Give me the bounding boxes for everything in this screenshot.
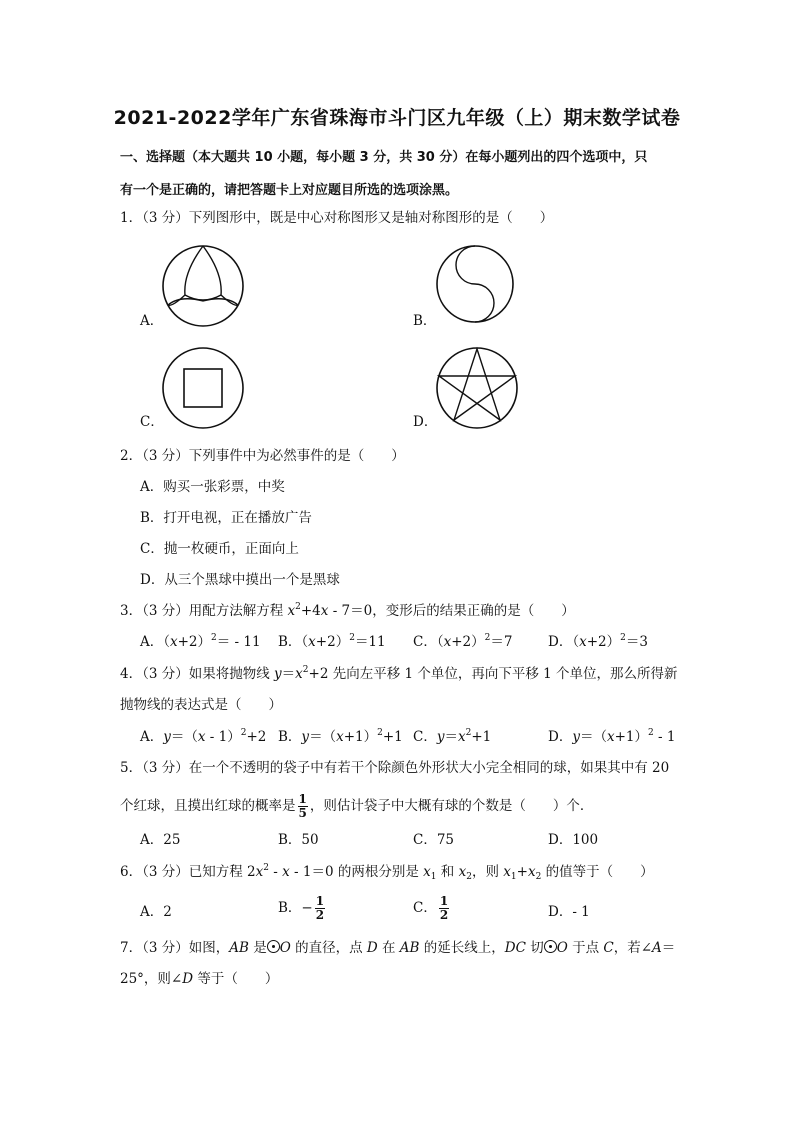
q3-option-d: D．$(x+2)^2=3$ (548, 633, 648, 650)
q6-stem: 6．（3 分）已知方程 $2x^2 - x - 1=0$ 的两根分别是 $x_1$ 和 $x_2$，则 $x_1+x_2$ 的值等于（ ） (120, 863, 654, 882)
q3-stem: 3．（3 分）用配方法解方程 $x^2+4x - 7=0$，变形后的结果正确的是（ ） (120, 602, 575, 619)
q6-option-c: C． $\frac{1}{2}$ (413, 894, 449, 922)
section-instructions (120, 141, 680, 207)
q7-stem: 7．（3 分）如图，AB 是 O 的直径，点 D 在 AB 的延长线上，DC 切 O 于点 C，若∠A＝ (120, 940, 676, 956)
section-line-1: 一、选择题（本大题共 10 小题，每小题 3 分，共 30 分）在每小题列出的四个选项中，只 (120, 150, 648, 165)
q2-stem: 2．（3 分）下列事件中为必然事件的是（ ） (120, 448, 405, 464)
exam-title: 2021-2022学年广东省珠海市斗门区九年级（上）期末数学试卷 (113, 107, 681, 129)
q4-option-c: C．$y=x^2+1$ (413, 728, 492, 745)
q4-option-a: A．y＝（x - 1）$^2$+2 (140, 728, 267, 745)
q1-label-a: A． (140, 313, 164, 329)
q7-stem-line-2: 25°，则∠D 等于（ ） (120, 971, 279, 987)
q4-option-d: D．$y=(x+1)^2 - 1$ (548, 728, 676, 745)
q5-option-c: C．75 (413, 832, 455, 848)
q5-option-b: B．50 (278, 832, 319, 848)
q5-fraction: $\frac{1}{5}$ (298, 792, 307, 820)
section-line-2: 有一个是正确的，请把答题卡上对应题目所选的选项涂黑。 (120, 183, 459, 198)
q1-figure-c (160, 345, 246, 431)
q6-fraction-c: $\frac{1}{2}$ (439, 894, 449, 922)
q2-option-b: B．打开电视，正在播放广告 (140, 510, 312, 526)
q1-figure-d (434, 345, 520, 431)
q2-option-d: D．从三个黑球中摸出一个是黑球 (140, 572, 340, 588)
q6-option-a: A．2 (140, 904, 172, 920)
q6-option-b: B．− $\frac{1}{2}$ (278, 894, 325, 922)
q5-stem-line-2: 个红球，且摸出红球的概率是 $\frac{1}{5}$ ，则估计袋子中大概有球的个数是（ ）个． (120, 792, 594, 820)
q6-option-d: D．- 1 (548, 904, 590, 920)
q1-figure-b (434, 243, 516, 325)
q6-fraction-b: $\frac{1}{2}$ (315, 894, 325, 922)
q4-stem: 4．（3 分）如果将抛物线 $y=x^2+2$ 先向左平移 1 个单位，再向下平移 1 个单位，那么所得新 (120, 665, 678, 682)
circle-dot-symbol (267, 940, 280, 953)
q1-label-d: D． (413, 414, 438, 430)
q3-option-a: A．$(x+2)^2= - 11$ (140, 633, 261, 650)
q3-option-b: B．$(x+2)^2=11$ (278, 633, 386, 650)
q5-option-a: A．25 (140, 832, 181, 848)
circle-dot-symbol (544, 940, 557, 953)
q4-option-b: B．$y=(x+1)^2+1$ (278, 728, 403, 745)
q4-stem-line-2: 抛物线的表达式是（ ） (120, 697, 282, 713)
q2-option-c: C．抛一枚硬币，正面向上 (140, 541, 299, 557)
q1-figure-a (160, 243, 246, 329)
q1-stem: 1．（3 分）下列图形中，既是中心对称图形又是轴对称图形的是（ ） (120, 210, 554, 226)
q1-label-c: C． (140, 414, 164, 430)
q5-stem: 5．（3 分）在一个不透明的袋子中有若干个除颜色外形状大小完全相同的球，如果其中有 20 (120, 760, 670, 776)
q2-option-a: A．购买一张彩票，中奖 (140, 479, 285, 495)
q3-option-c: C．$(x+2)^2=7$ (413, 633, 513, 650)
q5-option-d: D．100 (548, 832, 599, 848)
q1-label-b: B． (413, 313, 437, 329)
